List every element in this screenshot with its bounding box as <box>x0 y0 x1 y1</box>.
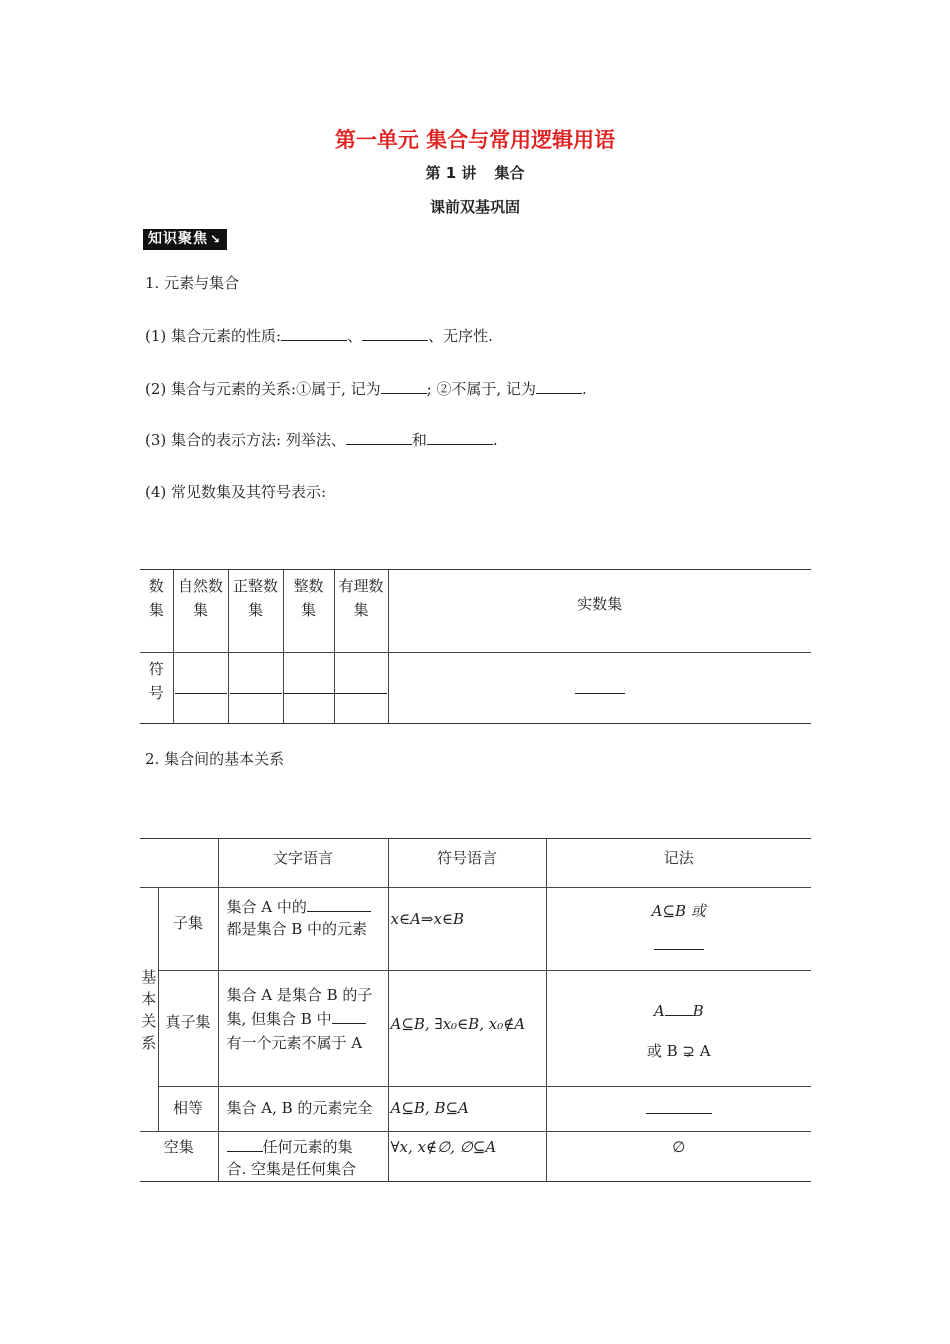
symbol-blank <box>173 653 228 724</box>
subset-text: 集合 A 中的 都是集合 B 中的元素 <box>218 888 388 971</box>
group-basic-relation: 基本关系 <box>140 888 158 1132</box>
answer-blank <box>427 430 493 445</box>
symbol-blank <box>334 653 388 724</box>
unit-title: 第一单元 集合与常用逻辑用语 <box>334 128 616 152</box>
row-equal: 相等 <box>158 1087 218 1132</box>
empty-notation: ∅ <box>546 1132 811 1182</box>
col-integer: 整数集 <box>283 570 334 653</box>
item2 <box>145 378 587 399</box>
section2-heading: 2. 集合间的基本关系 <box>145 750 285 768</box>
section1-heading: 1. 元素与集合 <box>145 274 240 292</box>
col-rational: 有理数集 <box>334 570 388 653</box>
arrow-icon: ↘ <box>210 232 222 246</box>
item2-mid: ; ②不属于, 记为 <box>426 380 536 398</box>
empty-symbol: ∀x, x∉∅, ∅⊆A <box>388 1132 546 1182</box>
knowledge-badge <box>143 229 227 250</box>
lesson-name: 集合 <box>494 164 525 182</box>
item3 <box>145 429 498 450</box>
item3-suffix: . <box>492 431 498 449</box>
row-header-number-set: 数集 <box>140 570 173 653</box>
row-header-symbol: 符号 <box>140 653 173 724</box>
symbol-blank <box>283 653 334 724</box>
answer-blank <box>281 326 347 341</box>
item3-prefix: (3) 集合的表示方法: 列举法、 <box>145 431 346 449</box>
row-subset: 子集 <box>158 888 218 971</box>
symbol-blank <box>228 653 283 724</box>
item3-mid: 和 <box>411 431 427 449</box>
col-natural: 自然数集 <box>173 570 228 653</box>
subset-symbol: x∈A⇒x∈B <box>388 888 546 971</box>
subset-notation: A⊆B 或 <box>546 888 811 971</box>
header-symbol-language: 符号语言 <box>388 839 546 888</box>
section-subtitle: 课前双基巩固 <box>429 198 520 216</box>
proper-text: 集合 A 是集合 B 的子集, 但集合 B 中 有一个元素不属于 A <box>218 971 388 1087</box>
item4: (4) 常见数集及其符号表示: <box>145 483 327 501</box>
answer-blank <box>381 379 427 394</box>
proper-notation: A B 或 B ⊋ A <box>546 971 811 1087</box>
equal-notation <box>546 1087 811 1132</box>
item1-prefix: (1) 集合元素的性质: <box>145 327 282 345</box>
item2-prefix: (2) 集合与元素的关系:①属于, 记为 <box>145 380 381 398</box>
answer-blank <box>362 326 428 341</box>
item2-suffix: . <box>581 380 587 398</box>
answer-blank <box>536 379 582 394</box>
item1-sep: 、 <box>347 327 363 345</box>
set-relations-table <box>140 838 811 1182</box>
badge-label: 知识聚焦 <box>148 231 208 247</box>
lesson-number: 第 1 讲 <box>425 164 477 182</box>
header-text-language: 文字语言 <box>218 839 388 888</box>
equal-text: 集合 A, B 的元素完全 <box>218 1087 388 1132</box>
row-proper-subset: 真子集 <box>158 971 218 1087</box>
row-empty-set: 空集 <box>140 1132 218 1182</box>
col-positive-integer: 正整数集 <box>228 570 283 653</box>
proper-symbol: A⊆B, ∃x₀∈B, x₀∉A <box>388 971 546 1087</box>
equal-symbol: A⊆B, B⊆A <box>388 1087 546 1132</box>
lesson-title <box>0 162 950 183</box>
empty-text: 任何元素的集 合. 空集是任何集合 <box>218 1132 388 1182</box>
answer-blank <box>346 430 412 445</box>
item1 <box>145 325 493 346</box>
corner-cell <box>140 839 218 888</box>
header-notation: 记法 <box>546 839 811 888</box>
symbol-blank <box>388 653 811 724</box>
number-sets-table <box>140 569 811 724</box>
col-real: 实数集 <box>388 570 811 653</box>
item1-suffix: 、无序性. <box>428 327 493 345</box>
